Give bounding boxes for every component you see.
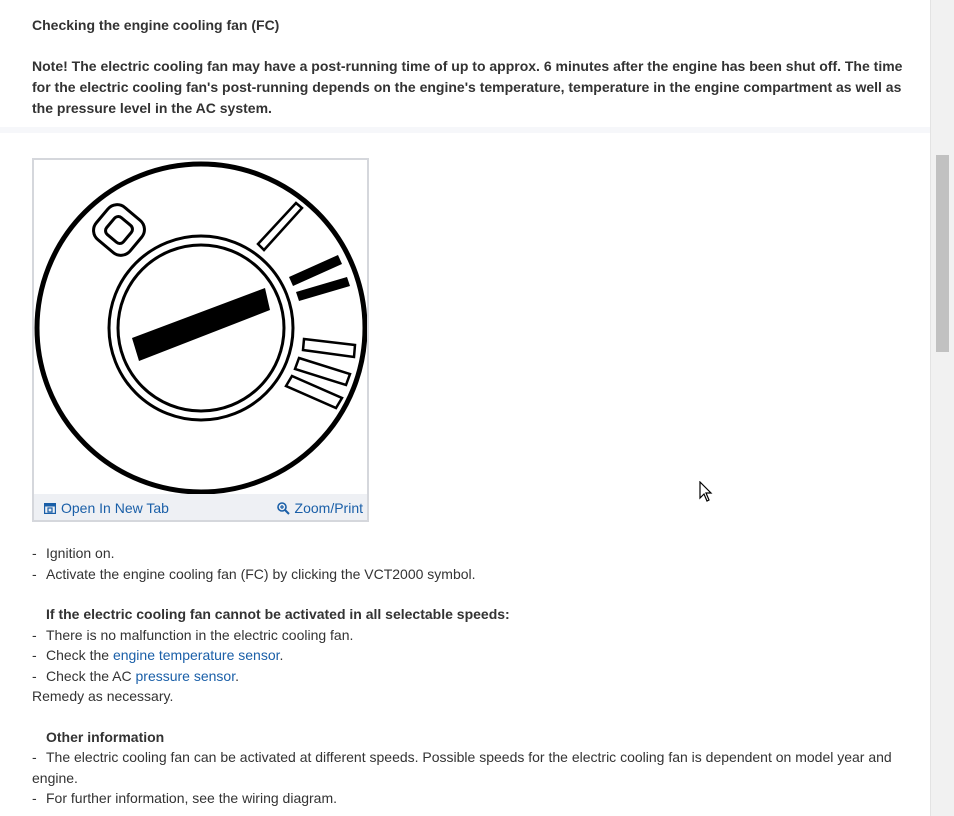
subheading-cannot-activate: If the electric cooling fan cannot be activated in all selectable speeds: — [46, 606, 510, 622]
step-ignition-on: - Ignition on. — [32, 545, 115, 561]
vertical-scrollbar[interactable] — [930, 0, 954, 816]
note-text: Note! The electric cooling fan may have a post-running time of up to approx. 6 minutes after the engine has been shut off. The time for the electric cooling fan's post-running depends on the engine's temperature, temperature in the engine compartment as well as the pressure level in the AC system. — [32, 58, 903, 116]
scrollbar-thumb[interactable] — [936, 155, 949, 352]
zoom-icon — [277, 502, 290, 515]
step-no-malfunction: - There is no malfunction in the electric cooling fan. — [32, 626, 354, 643]
remedy-text: Remedy as necessary. — [32, 688, 174, 704]
subheading-other-information: Other information — [46, 728, 165, 745]
step-check-temp-sensor: - Check the engine temperature sensor. — [32, 647, 284, 663]
zoom-print-label: Zoom/Print — [294, 500, 363, 516]
open-new-tab-icon — [44, 503, 56, 514]
mouse-cursor-icon — [699, 481, 713, 502]
step-activate-fan: - Activate the engine cooling fan (FC) by clicking the VCT2000 symbol. — [32, 565, 476, 582]
pressure-sensor-link[interactable]: pressure sensor — [135, 667, 236, 684]
vct2000-fan-symbol-illustration — [34, 160, 367, 494]
step-check-pressure-sensor: - Check the AC pressure sensor. — [32, 667, 239, 684]
step-wiring-diagram: - For further information, see the wiring diagram. — [32, 790, 338, 806]
open-in-new-tab-label: Open In New Tab — [61, 500, 169, 516]
step-fan-speeds: - The electric cooling fan can be activated at different speeds. Possible speeds for the electric cooling fan is dependent on model year and engine. — [32, 749, 892, 786]
cooling-fan-symbol-figure[interactable] — [32, 158, 369, 522]
page-title: Checking the engine cooling fan (FC) — [32, 17, 280, 33]
open-in-new-tab-link[interactable] — [44, 498, 169, 519]
procedure-steps — [32, 543, 912, 809]
header-divider — [0, 127, 930, 133]
figure-toolbar — [34, 494, 367, 520]
zoom-print-link[interactable] — [277, 498, 363, 519]
engine-temperature-sensor-link[interactable]: engine temperature sensor — [112, 647, 280, 663]
